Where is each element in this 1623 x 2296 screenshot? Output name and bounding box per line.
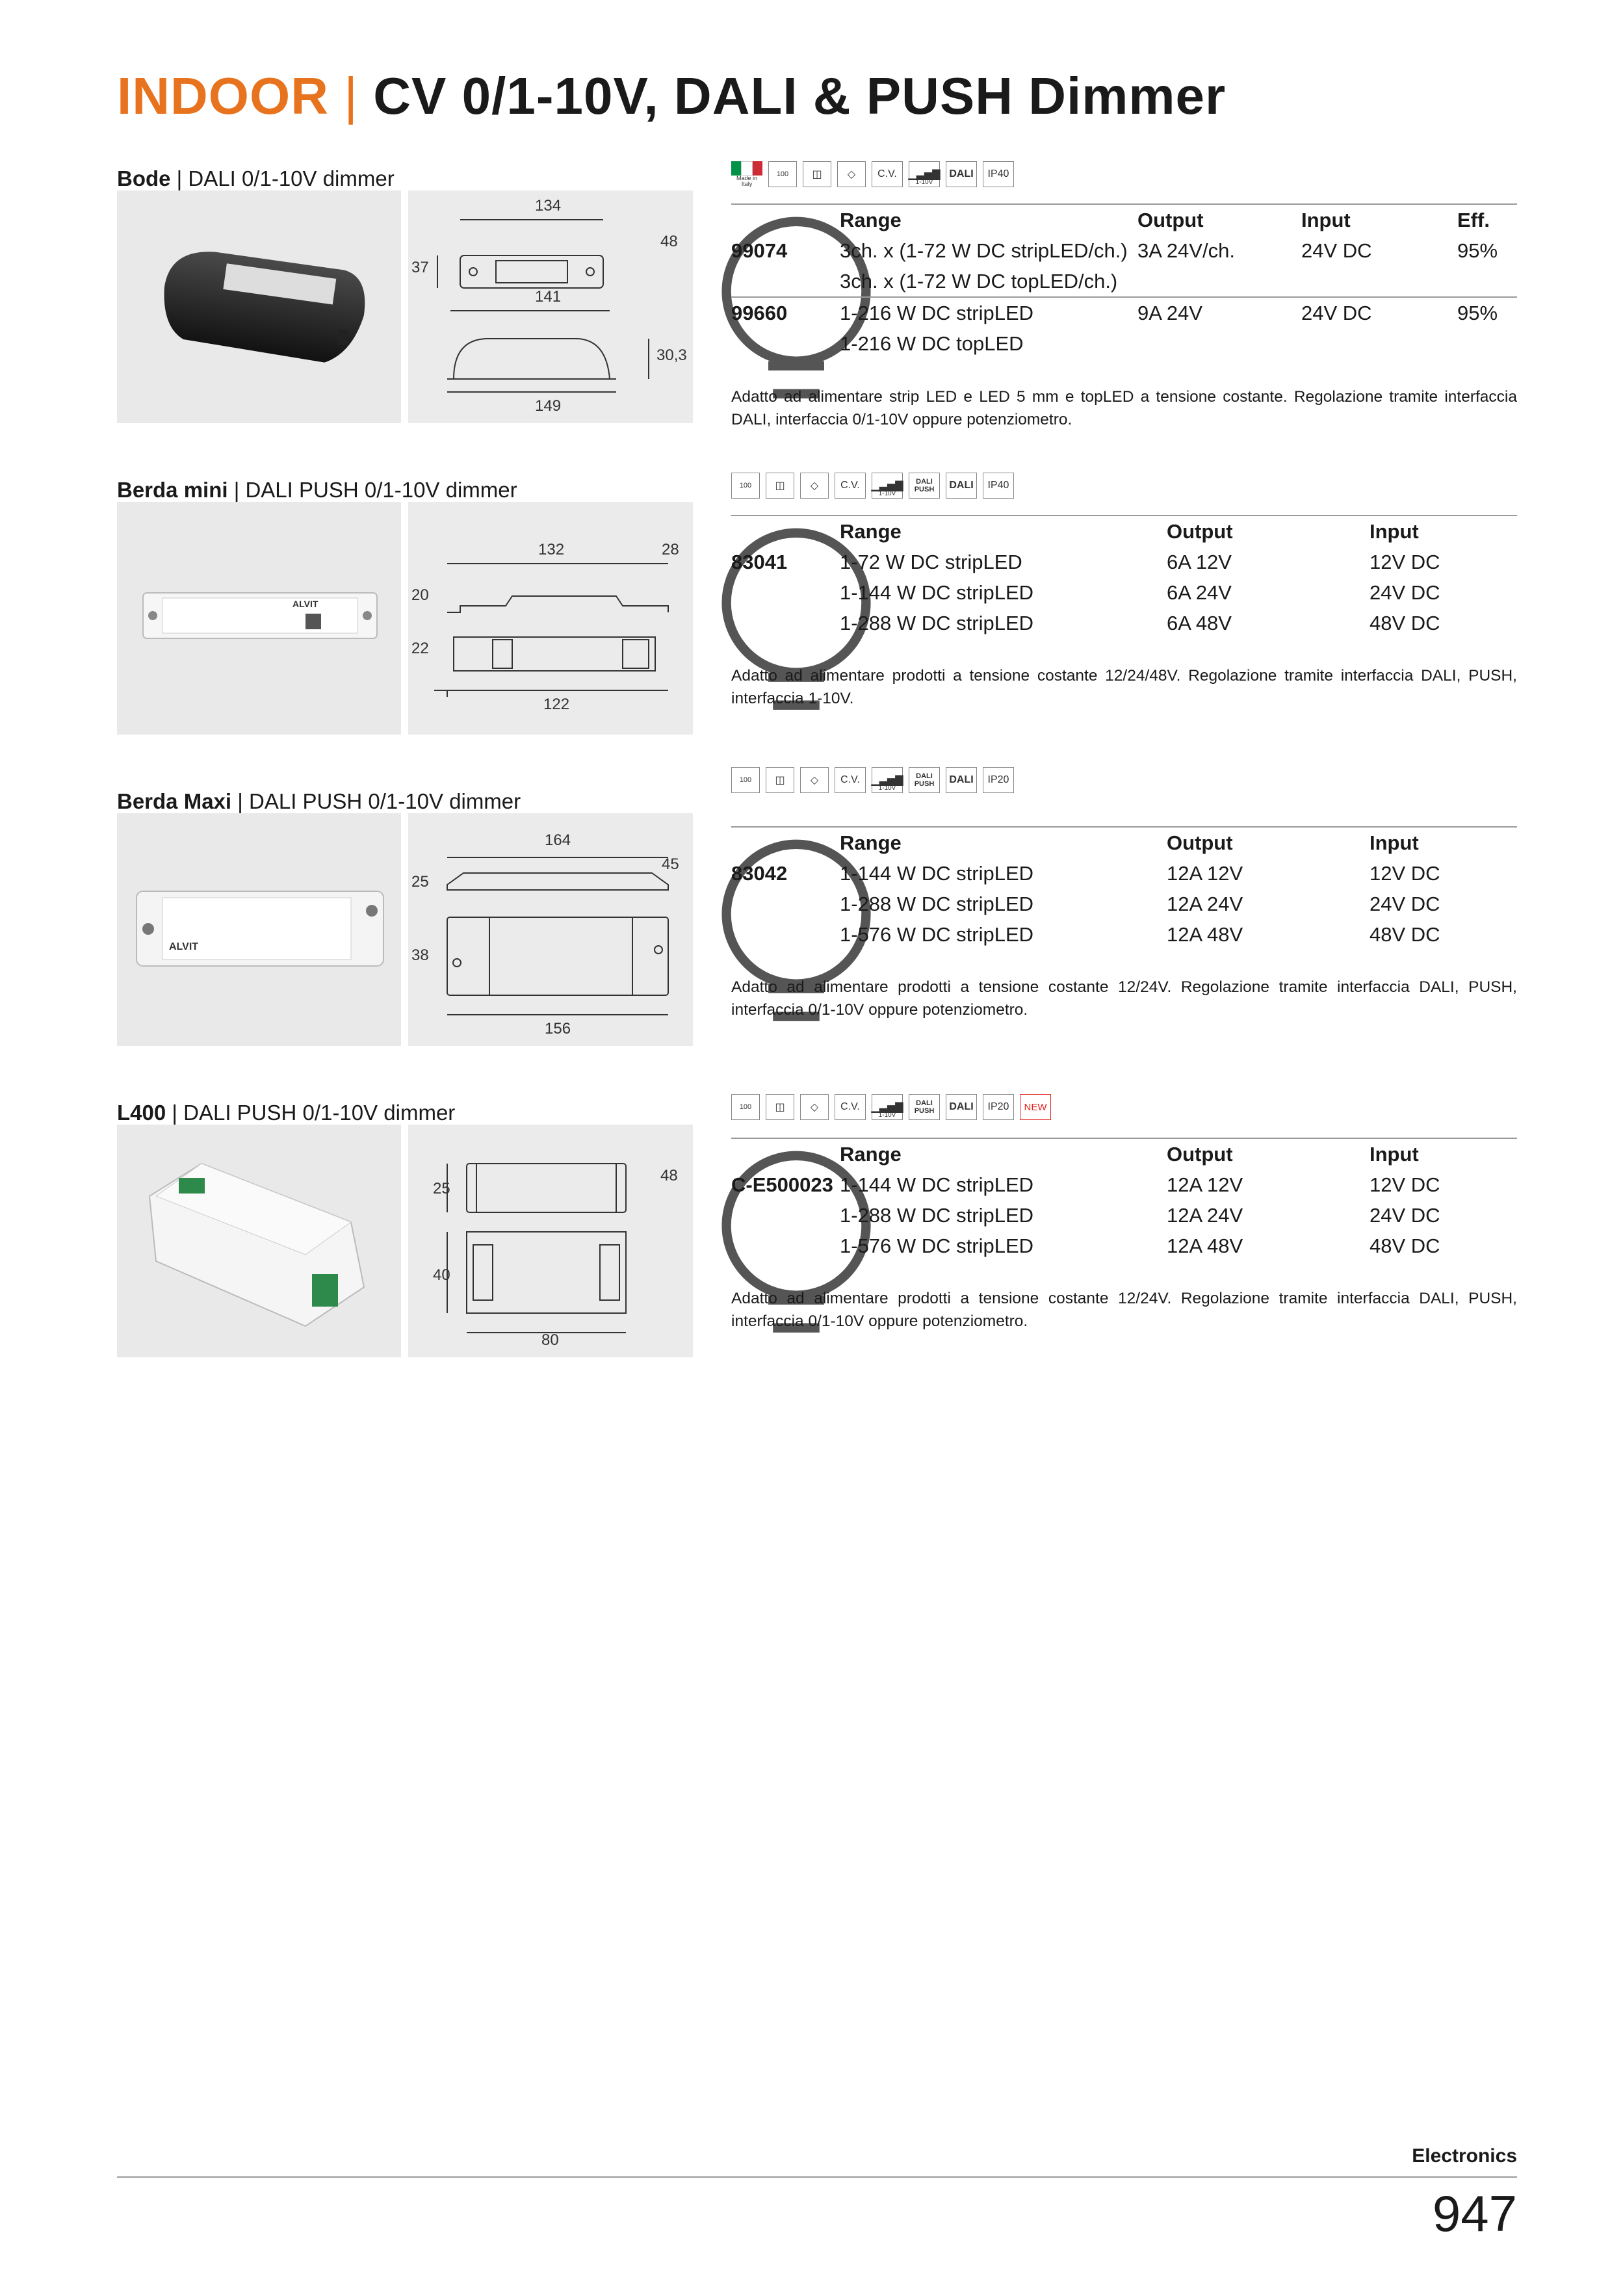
- dali-push-icon: DALI PUSH: [909, 1094, 940, 1120]
- title-rest: CV 0/1-10V, DALI & PUSH Dimmer: [373, 67, 1227, 125]
- technical-drawing: [408, 502, 693, 735]
- dim-total: 122: [543, 696, 570, 713]
- certification-icons: [731, 767, 1014, 793]
- temperature-icon: 100: [731, 767, 760, 793]
- dim-height: 28: [662, 541, 679, 558]
- class-iii-icon: ◇: [800, 767, 829, 793]
- made-in-italy-icon: Made in Italy: [731, 161, 762, 187]
- dali-icon: DALI: [946, 161, 977, 187]
- class-iii-icon: ◇: [800, 1094, 829, 1120]
- dim-total: 80: [541, 1331, 559, 1349]
- page-title: [117, 66, 1226, 126]
- product-description: Adatto ad alimentare strip LED e LED 5 mm e topLED a tensione costante. Regolazione tramite interfaccia DALI, interfaccia 0/1-10V oppure potenziometro.: [731, 388, 1517, 428]
- product-description: Adatto ad alimentare prodotti a tensione costante 12/24V. Regolazione tramite interfaccia DALI, PUSH, interfaccia 0/1-10V oppure potenziometro.: [731, 1290, 1517, 1330]
- independent-icon: ◫: [766, 473, 794, 499]
- product-photo: [117, 502, 401, 735]
- table-group: [731, 298, 1517, 359]
- ip-rating-icon: IP20: [983, 767, 1014, 793]
- independent-icon: ◫: [766, 767, 794, 793]
- dim-profile-height: 20: [411, 586, 429, 604]
- product-description: Adatto ad alimentare prodotti a tensione costante 12/24V. Regolazione tramite interfaccia DALI, PUSH, interfaccia 0/1-10V oppure potenziometro.: [731, 978, 1517, 1019]
- dimming-1-10v-icon: ▁▃▅▇ 1-10V: [872, 1094, 903, 1120]
- dali-icon: DALI: [946, 473, 977, 499]
- ip-rating-icon: IP20: [983, 1094, 1014, 1120]
- product-section-berda-maxi: [0, 772, 1623, 1088]
- class-iii-icon: ◇: [837, 161, 866, 187]
- table-header: Range Output Input: [840, 1143, 1419, 1166]
- spec-table: [731, 515, 1517, 638]
- dali-push-icon: DALI PUSH: [909, 767, 940, 793]
- dim-width: 38: [411, 946, 429, 964]
- ip-rating-icon: IP40: [983, 161, 1014, 187]
- independent-icon: ◫: [766, 1094, 794, 1120]
- table-row: 1-288 W DC stripLED 12A 24V 24V DC: [840, 1204, 1440, 1227]
- section-title: Berda Maxi | DALI PUSH 0/1-10V dimmer: [117, 789, 521, 813]
- dim-height: 45: [662, 855, 679, 873]
- table-header: Range Output Input: [840, 831, 1419, 854]
- certification-icons: [731, 1094, 1051, 1120]
- product-photo: [117, 813, 401, 1046]
- dim-width: 40: [433, 1266, 450, 1284]
- temperature-icon: 100: [731, 1094, 760, 1120]
- svg-text:ALVIT: ALVIT: [169, 941, 199, 952]
- spec-table: [731, 826, 1517, 950]
- dim-height: 48: [660, 1167, 678, 1184]
- product-photo: [117, 190, 401, 423]
- section-title: Bode | DALI 0/1-10V dimmer: [117, 166, 395, 190]
- cv-icon: C.V.: [872, 161, 903, 187]
- dim-length: 132: [538, 541, 565, 558]
- cv-icon: C.V.: [835, 473, 866, 499]
- table-row: 83042 1-144 W DC stripLED 12A 12V 12V DC: [731, 862, 1440, 885]
- product-section-bode: [0, 166, 1623, 465]
- dim-height: 48: [660, 233, 678, 250]
- class-iii-icon: ◇: [800, 473, 829, 499]
- dimming-1-10v-icon: ▁▃▅▇ 1-10V: [872, 473, 903, 499]
- product-description: Adatto ad alimentare prodotti a tensione costante 12/24/48V. Regolazione tramite interfaccia DALI, PUSH, interfaccia 1-10V.: [731, 667, 1517, 707]
- dim-depth: 25: [433, 1180, 450, 1197]
- dim-length-2: 141: [535, 288, 562, 306]
- dim-profile-height: 25: [411, 873, 429, 891]
- product-section-berda-mini: [0, 478, 1623, 777]
- table-row: 99660 1-216 W DC stripLED 9A 24V 24V DC 95%: [731, 302, 1498, 324]
- section-title: L400 | DALI PUSH 0/1-10V dimmer: [117, 1101, 456, 1125]
- dali-icon: DALI: [946, 767, 977, 793]
- new-badge: NEW: [1020, 1094, 1051, 1120]
- spec-table: [731, 1138, 1517, 1261]
- dim-length: 164: [545, 831, 571, 849]
- footer-category: Electronics: [1412, 2145, 1517, 2167]
- certification-icons: [731, 473, 1014, 499]
- technical-drawing: [408, 813, 693, 1046]
- svg-text:ALVIT: ALVIT: [292, 599, 318, 609]
- dim-width: 37: [411, 259, 429, 276]
- technical-drawing: [408, 190, 693, 423]
- dim-total: 156: [545, 1020, 571, 1037]
- dim-width: 22: [411, 640, 429, 657]
- table-group: [731, 235, 1517, 298]
- table-row: 3ch. x (1-72 W DC topLED/ch.): [840, 270, 1118, 293]
- footer-divider: [117, 2176, 1517, 2178]
- page-number: 947: [1432, 2185, 1517, 2242]
- title-main: INDOOR: [117, 67, 329, 125]
- dim-total: 149: [535, 397, 562, 415]
- spec-table: [731, 203, 1517, 359]
- table-header: Range Output Input Eff.: [840, 209, 1490, 231]
- dali-icon: DALI: [946, 1094, 977, 1120]
- ip-rating-icon: IP40: [983, 473, 1014, 499]
- dim-length: 134: [535, 197, 562, 215]
- cv-icon: C.V.: [835, 767, 866, 793]
- dim-depth: 30,3: [656, 346, 687, 364]
- dali-push-icon: DALI PUSH: [909, 473, 940, 499]
- title-separator: |: [344, 67, 359, 125]
- temperature-icon: 100: [731, 473, 760, 499]
- table-row: 1-576 W DC stripLED 12A 48V 48V DC: [840, 923, 1440, 946]
- table-row: 1-576 W DC stripLED 12A 48V 48V DC: [840, 1234, 1440, 1257]
- cv-icon: C.V.: [835, 1094, 866, 1120]
- table-row: 1-288 W DC stripLED 12A 24V 24V DC: [840, 893, 1440, 915]
- dimming-1-10v-icon: ▁▃▅▇ 1-10V: [872, 767, 903, 793]
- table-row: 1-288 W DC stripLED 6A 48V 48V DC: [840, 612, 1440, 634]
- table-row: 1-216 W DC topLED: [840, 332, 1024, 355]
- product-section-l400: [0, 1101, 1623, 1400]
- certification-icons: [731, 161, 1014, 187]
- independent-icon: ◫: [803, 161, 831, 187]
- product-photo: [117, 1125, 401, 1357]
- temperature-icon: 100: [768, 161, 797, 187]
- table-row: 83041 1-72 W DC stripLED 6A 12V 12V DC: [731, 551, 1440, 573]
- technical-drawing: [408, 1125, 693, 1357]
- dimming-1-10v-icon: ▁▃▅▇ 1-10V: [909, 161, 940, 187]
- table-row: 1-144 W DC stripLED 6A 24V 24V DC: [840, 581, 1440, 604]
- table-header: Range Output Input: [840, 520, 1419, 543]
- table-row: C-E500023 1-144 W DC stripLED 12A 12V 12V DC: [731, 1173, 1440, 1196]
- section-title: Berda mini | DALI PUSH 0/1-10V dimmer: [117, 478, 517, 502]
- table-row: 99074 3ch. x (1-72 W DC stripLED/ch.) 3A 24V/ch. 24V DC 95%: [731, 239, 1498, 262]
